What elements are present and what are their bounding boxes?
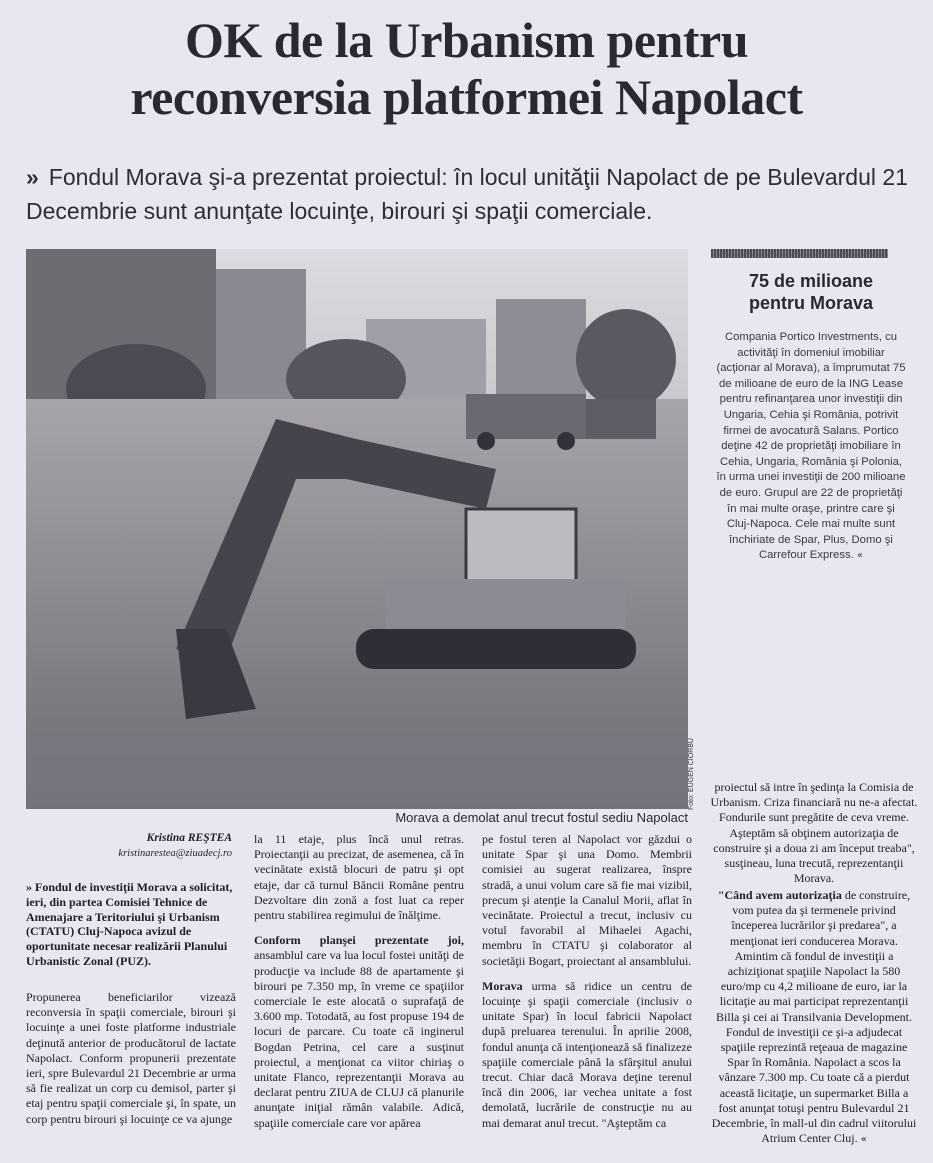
sidebar-title-line-1: 75 de milioane [748,271,874,291]
paragraph-text: ansamblul care va lua locul fostei unităţi de producţie va include 88 de apartamente şi birouri pe 7.350 mp, în vreme ce spaţiilor comerciale le este alocată o suprafaţă de 3.600 mp. Totodată, au fost propuse 194 de locuri de parcare. Cu toate că inginerul Bogdan Petrina, cel care a susţinut proiectul, a menţionat ca viitor chiriaş o unitate Flanco, reprezentanţii Morava au declarat pentru ZIUA de CLUJ că planurile anunţate iniţial rămân valabile. Adică, spaţiile comerciale care vor apărea [254,948,464,1130]
paragraph-lead: "Când avem autorizaţia [717,888,842,902]
article-photo [26,249,688,809]
photo-caption: Morava a demolat anul trecut fostul sediu Napolact [395,810,688,825]
column-4 [710,780,918,902]
paragraph-text: de construire, vom putea da şi termenele privind începerea lucrărilor şi predarea", a menţionat ieri conducerea Morava. Amintim că fondul de investiţii a achiziţionat spaţiile Napolact la 580 euro/mp cu 4,2 milioane de euro, iar la licitaţie au mai participat reprezentanţii Billa şi cei ai Transilvania Development. Fondul de investiţii ce şi-a adjudecat spaţiile reprezintă reţeaua de magazine Spar în România. Napolact a scos la vânzare 7.300 mp. Cu toate că a pierdut această licitaţie, un supermarket Billa a fost anunţat totuşi pentru Bulevardul 21 Decembrie, în mall-ul din cadrul viitorului Atrium Center Cluj. [711,888,917,1146]
end-mark-icon: « [856,550,864,562]
sidebar-body [716,330,906,564]
paragraph: pe fostul teren al Napolact vor găzdui o unitate Spar şi una Domo. Membrii comisiei au sugerat realizarea, înspre stradă, a unui volum care să fie mai vizibil, precum şi atenţie la Canalul Morii, aflat în vecinătate. Proiectul a trecut, inclusiv cu votul favorabil al Mihaelei Agachi, membru în CTATU şi colaborator al societăţii Bogart, proiectant al ansamblului. [482,832,692,968]
paragraph [254,933,464,1131]
paragraph [482,979,692,1131]
headline-line-2: reconversia platformei Napolact [130,69,803,125]
paragraph-lead: Conform planşei prezentate joi, [254,933,464,948]
paragraph-lead: Morava [482,978,523,993]
paragraph [710,888,918,1147]
column-2 [254,832,464,1141]
headline-line-1: OK de la Urbanism pentru [184,12,749,68]
excavator-photo [26,249,688,809]
paragraph: la 11 etaje, plus încă unul retras. Proiectanţii au precizat, de asemenea, că în vecinătate există blocuri de patru şi opt etaje, dar că turnul Băncii Române pentru Dezvoltare din zonă a fost luat ca reper pentru stabilirea regimului de înălţime. [254,832,464,923]
sidebar-rule [711,249,888,258]
photo-credit: Foto: EUGEN CIORBU [688,738,695,810]
sidebar-title [711,270,911,314]
paragraph-text: urma să ridice un centru de locuinţe şi spaţii comerciale (inclusiv o unitate Spar) în locul fabricii Napolact după preluarea terenului. În aprilie 2008, fondul anunţa că intenţionează să finalizeze spaţiile comerciale până la sfârşitul anului trecut. Chiar dacă Morava deţine terenul încă din 2006, iar vechea unitate a fost demolată, lucrările de construcţie nu au mai demarat anul trecut. "Aşteptăm ca [482,978,693,1130]
intro-text: Fondul de investiţii Morava a solicitat, ieri, din partea Comisiei Tehnice de Amenajare a Teritoriului şi Urbanism (CTATU) Cluj-Napoca avizul de oportunitate necesar realizării Planului Urbanistic Zonal (PUZ). [26,880,233,968]
column-1 [26,990,236,1137]
double-chevron-right-icon: » [26,164,39,190]
lead-text: Fondul Morava şi-a prezentat proiectul: în locul unităţii Napolact de pe Bulevardul 21 Decembrie sunt anunţate locuinţe, birouri şi spaţii comerciale. [26,164,908,224]
column-4-continued [710,888,918,1163]
byline-author: Kristina REŞTEA [146,832,232,844]
double-chevron-right-icon: » [26,880,35,894]
article-headline [0,12,933,126]
article-lead [26,160,916,228]
paragraph: Propunerea beneficiarilor vizează reconversia în spaţii comerciale, birouri şi locuinţe a unei foste platforme industriale deţinută anterior de producătorul de lactate Napolact. Conform propunerii prezentate ieri, spre Bulevardul 21 Decembrie ar urma să fie realizat un corp cu demisol, parter şi etaj pentru spaţii comerciale şi, în spate, un corp pentru birouri şi locuinţe ce va ajunge [26,990,236,1126]
end-mark-icon: « [860,1134,867,1146]
sidebar-title-line-2: pentru Morava [748,293,874,313]
article-intro [26,880,236,969]
paragraph: proiectul să intre în şedinţa la Comisia de Urbanism. Criza financiară nu ne-a afectat. Fondurile sunt pregătite de ceva vreme. Aşteptăm să obţinem autorizaţia de construire şi a doua zi am început treaba", susţineau, luna trecută, reprezentanţii Morava. [710,780,918,886]
column-3 [482,832,692,1141]
sidebar-text: Compania Portico Investments, cu activităţi în domeniul imobiliar (acţionar al Morava), a împrumutat 75 de milioane de euro de la ING Lease pentru refinanţarea unor investiţii din Ungaria, Cehia şi România, potrivit firmei de avocatură Salans. Portico deţine 42 de proprietăţi imobiliare în Cehia, Ungaria, România şi Polonia, în urma unei investiţii de 200 milioane de euro. Grupul are 22 de proprietăţi în mai multe oraşe, printre care şi Cluj-Napoca. Cele mai multe sunt închiriate de Spar, Plus, Domo şi Carrefour Express. [716,331,906,562]
byline-email[interactable]: kristinarestea@ziuadecj.ro [118,848,232,859]
